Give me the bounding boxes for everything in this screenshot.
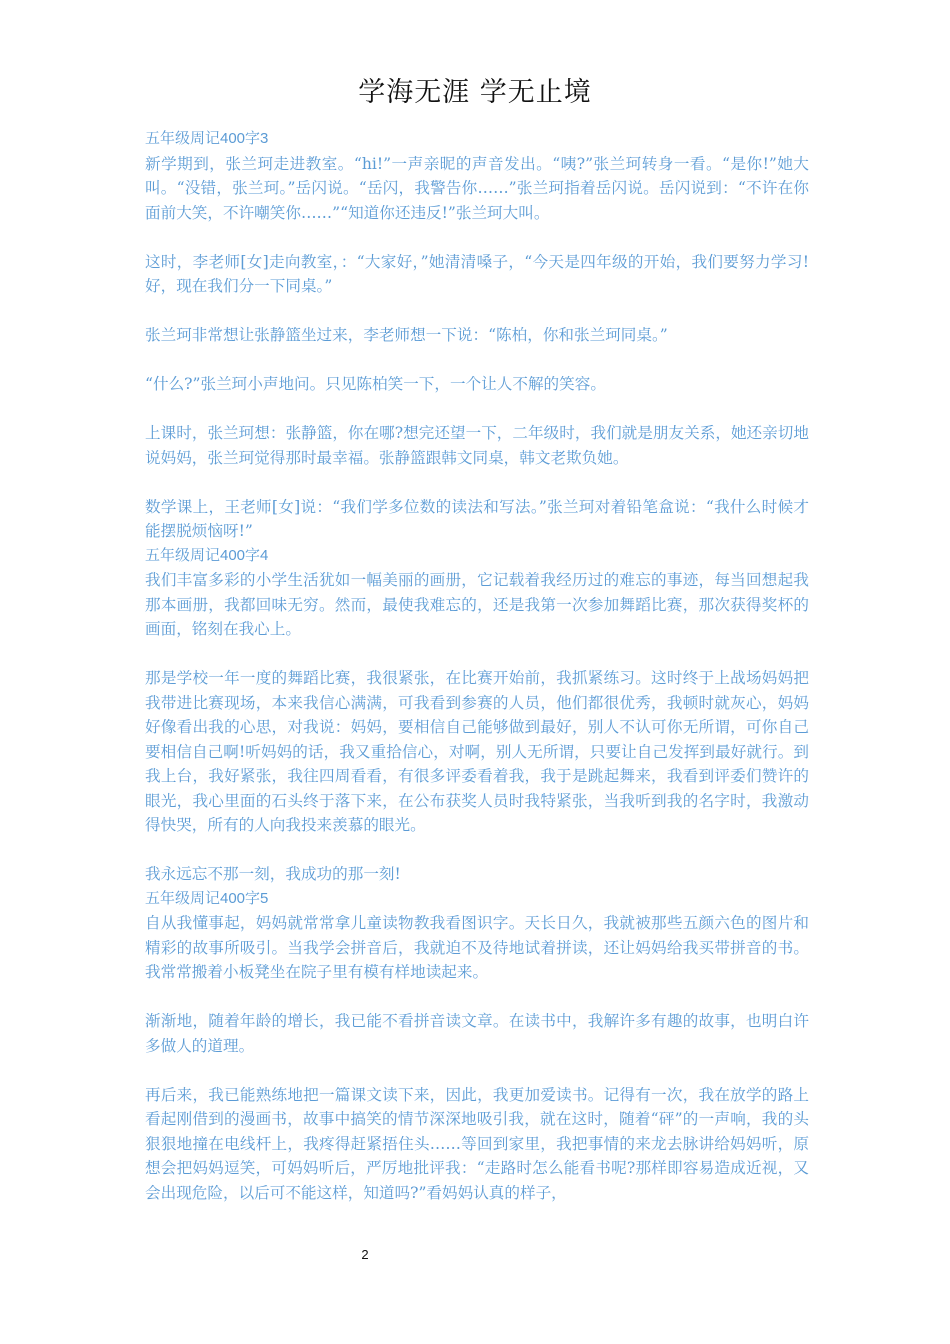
section-title: 五年级周记400字4 — [145, 546, 269, 564]
paragraph: 我永远忘不那一刻，我成功的那一刻! — [145, 865, 401, 883]
paragraph-spacer — [145, 838, 809, 863]
paragraph: 张兰珂非常想让张静篮坐过来，李老师想一下说：“陈柏，你和张兰珂同桌。” — [145, 326, 668, 344]
document-body — [145, 127, 809, 1205]
paragraph-spacer — [145, 1058, 809, 1083]
section-title: 五年级周记400字5 — [145, 889, 269, 907]
paragraph-spacer — [145, 470, 809, 495]
paragraph: 那是学校一年一度的舞蹈比赛，我很紧张，在比赛开始前，我抓紧练习。这时终于上战场妈妈把我带进比赛现场，本来我信心满满，可我看到参赛的人员，他们都很优秀，我顿时就灰心，妈妈好像看出我的心思，对我说：妈妈，要相信自己能够做到最好，别人不认可你无所谓，可你自己要相信自己啊!听妈妈的话，我又重拾信心，对啊，别人无所谓，只要让自己发挥到最好就行。到我上台，我好紧张，我往四周看看，有很多评委看着我，我于是跳起舞来，我看到评委们赞许的眼光，我心里面的石头终于落下来，在公布获奖人员时我特紧张，当我听到我的名字时，我激动得快哭，所有的人向我投来羡慕的眼光。 — [145, 669, 809, 834]
paragraph: 这时，李老师[女]走向教室，：“大家好，”她清清嗓子，“今天是四年级的开始，我们要努力学习!好，现在我们分一下同桌。” — [145, 252, 809, 295]
paragraph: 再后来，我已能熟练地把一篇课文读下来，因此，我更加爱读书。记得有一次，我在放学的路上看起刚借到的漫画书，故事中搞笑的情节深深地吸引我，就在这时，随着“砰”的一声响，我的头狠狠地撞在电线杆上，我疼得赶紧捂住头……等回到家里，我把事情的来龙去脉讲给妈妈听，原想会把妈妈逗笑，可妈妈听后，严厉地批评我：“走路时怎么能看书呢?那样即容易造成近视，又会出现危险，以后可不能这样，知道吗?”看妈妈认真的样子， — [145, 1085, 809, 1202]
paragraph-spacer — [145, 348, 809, 373]
paragraph: 自从我懂事起，妈妈就常常拿儿童读物教我看图识字。天长日久，我就被那些五颜六色的图片和精彩的故事所吸引。当我学会拼音后，我就迫不及待地试着拼读，还让妈妈给我买带拼音的书。我常常搬着小板凳坐在院子里有模有样地读起来。 — [145, 914, 809, 981]
paragraph: 数学课上，王老师[女]说：“我们学多位数的读法和写法。”张兰珂对着铅笔盒说：“我什么时候才能摆脱烦恼呀!” — [145, 497, 809, 540]
paragraph-spacer — [145, 225, 809, 250]
paragraph-spacer — [145, 299, 809, 324]
page-number: 2 — [361, 1247, 369, 1262]
paragraph-spacer — [145, 397, 809, 422]
paragraph-spacer — [145, 642, 809, 667]
paragraph: “什么?”张兰珂小声地问。只见陈柏笑一下，一个让人不解的笑容。 — [145, 375, 606, 393]
paragraph: 渐渐地，随着年龄的增长，我已能不看拼音读文章。在读书中，我解许多有趣的故事，也明白许多做人的道理。 — [145, 1012, 809, 1055]
paragraph: 我们丰富多彩的小学生活犹如一幅美丽的画册，它记载着我经历过的难忘的事迹，每当回想起我那本画册，我都回味无穷。然而，最使我难忘的，还是我第一次参加舞蹈比赛，那次获得奖杯的画面，铭刻在我心上。 — [145, 571, 809, 638]
section-title: 五年级周记400字3 — [145, 130, 269, 147]
paragraph: 上课时，张兰珂想：张静篮，你在哪?想完还望一下，二年级时，我们就是朋友关系，她还亲切地说妈妈，张兰珂觉得那时最幸福。张静篮跟韩文同桌，韩文老欺负她。 — [145, 424, 809, 467]
paragraph: 新学期到，张兰珂走进教室。“hi!”一声亲昵的声音发出。“咦?”张兰珂转身一看。“是你!”她大叫。“没错，张兰珂。”岳闪说。“岳闪，我警告你……”张兰珂指着岳闪说。岳闪说到：“不许在你面前大笑，不许嘲笑你……”“知道你还违反!”张兰珂大叫。 — [145, 154, 809, 222]
page-header-title: 学海无涯 学无止境 — [358, 77, 592, 108]
paragraph-spacer — [145, 985, 809, 1010]
